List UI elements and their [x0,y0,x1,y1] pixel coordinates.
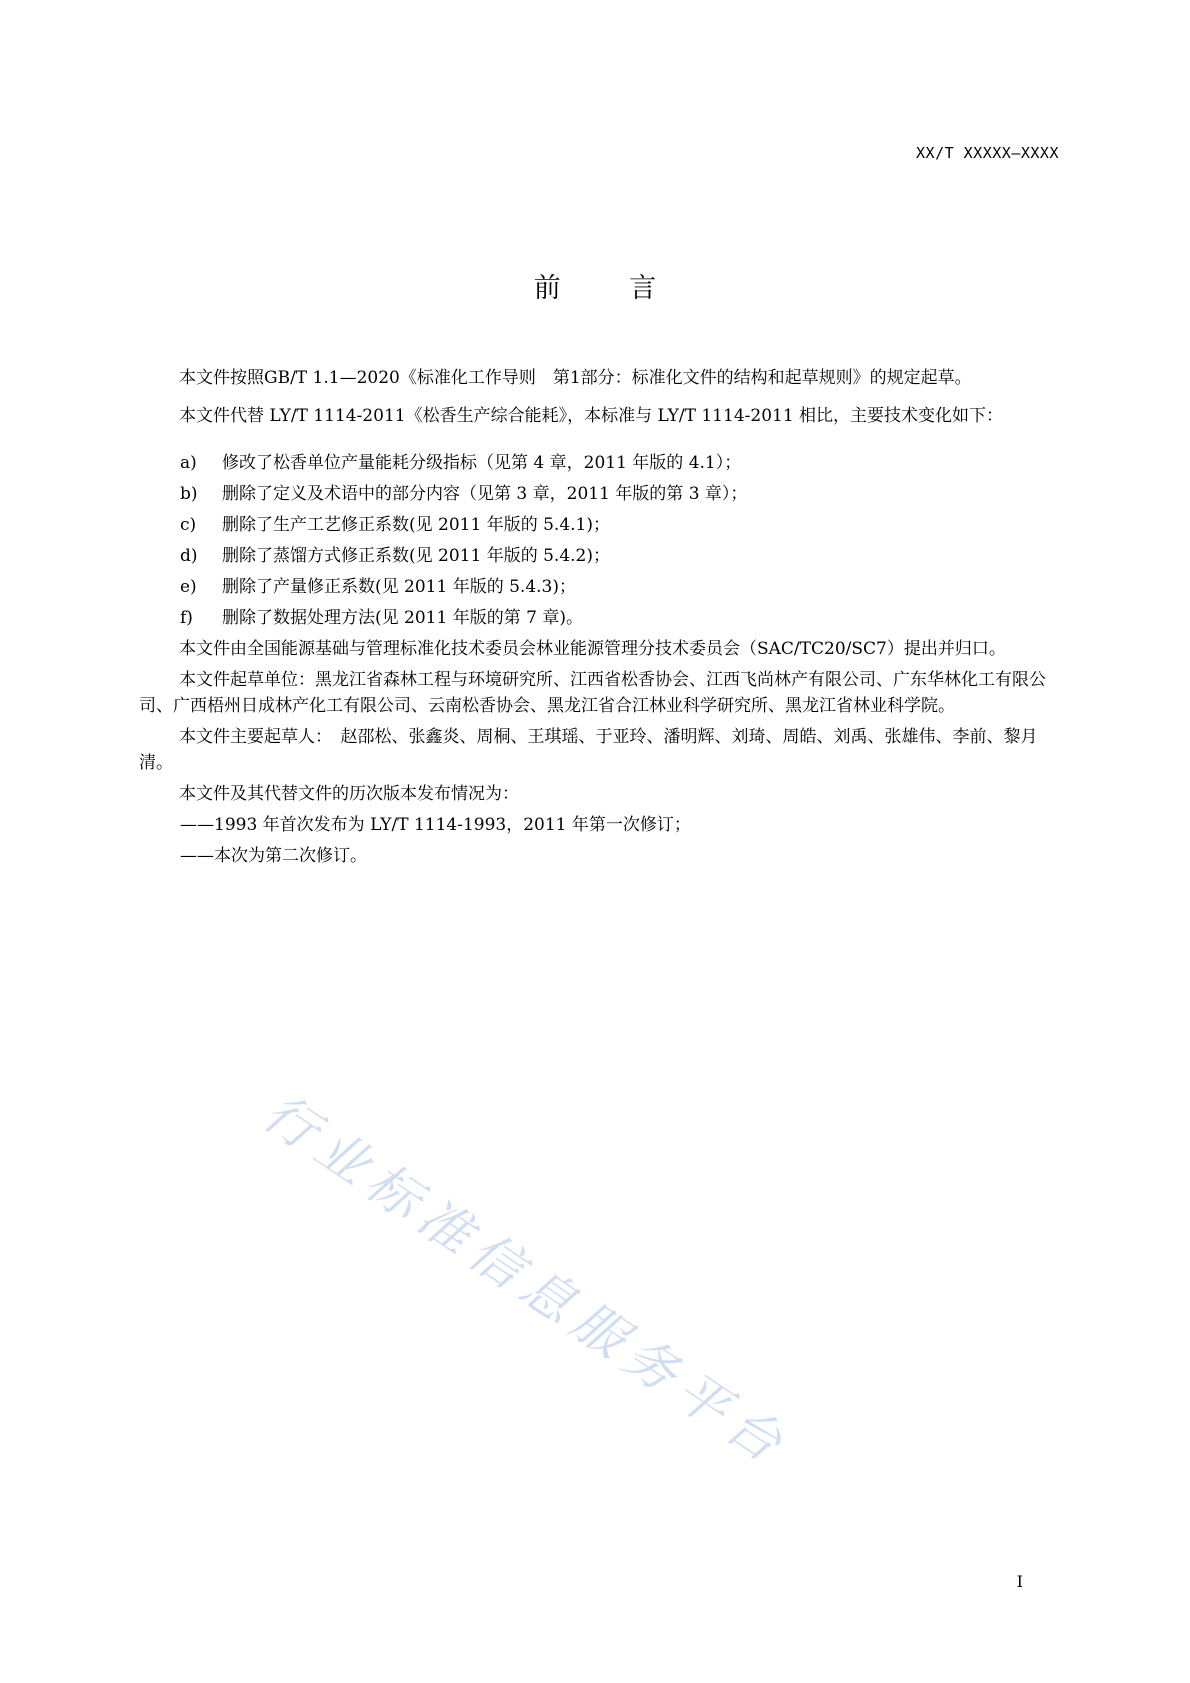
document-code: XX/T XXXXX—XXXX [916,144,1059,162]
list-item: a) 修改了松香单位产量能耗分级指标（见第 4 章，2011 年版的 4.1）； [180,453,742,473]
document-body [139,365,1061,874]
watermark: 行业标准信息服务平台 [252,1082,800,1480]
page-number: I [1016,1572,1023,1591]
history-item: ——1993 年首次发布为 LY/T 1114-1993，2011 年第一次修订； [180,815,691,835]
paragraph-proposer: 本文件由全国能源基础与管理标准化技术委员会林业能源管理分技术委员会（SAC/TC20/SC7）提出并归口。 [179,639,1006,659]
change-list [139,450,1061,631]
paragraph-drafting-units: 本文件起草单位：黑龙江省森林工程与环境研究所、江西省松香协会、江西飞尚林产有限公司、广东华林化工有限公司、广西梧州日成林产化工有限公司、云南松香协会、黑龙江省合江林业科学研究所、黑龙江省林业科学院。 [139,670,1046,716]
list-item: e) 删除了产量修正系数(见 2011 年版的 5.4.3)； [180,577,576,597]
history-item: ——本次为第二次修订。 [180,846,367,866]
list-item: d) 删除了蒸馏方式修正系数(见 2011 年版的 5.4.2)； [180,546,610,566]
list-item: f) 删除了数据处理方法(见 2011 年版的第 7 章)。 [180,608,583,628]
paragraph-drafting-rule: 本文件按照GB/T 1.1—2020《标准化工作导则 第1部分：标准化文件的结构和起草规则》的规定起草。 [179,368,972,388]
paragraph-replacement: 本文件代替 LY/T 1114-2011《松香生产综合能耗》，本标准与 LY/T 1114-2011 相比，主要技术变化如下： [179,406,1004,426]
paragraph-history-intro: 本文件及其代替文件的历次版本发布情况为： [179,784,519,804]
paragraph-drafters: 本文件主要起草人： 赵邵松、张鑫炎、周桐、王琪瑶、于亚玲、潘明辉、刘琦、周皓、刘禹、张雄伟、李前、黎月清。 [139,727,1038,773]
list-item: b) 删除了定义及术语中的部分内容（见第 3 章，2011 年版的第 3 章）； [180,484,748,504]
page-title: 前 言 [533,273,687,304]
list-item: c) 删除了生产工艺修正系数(见 2011 年版的 5.4.1)； [180,515,610,535]
